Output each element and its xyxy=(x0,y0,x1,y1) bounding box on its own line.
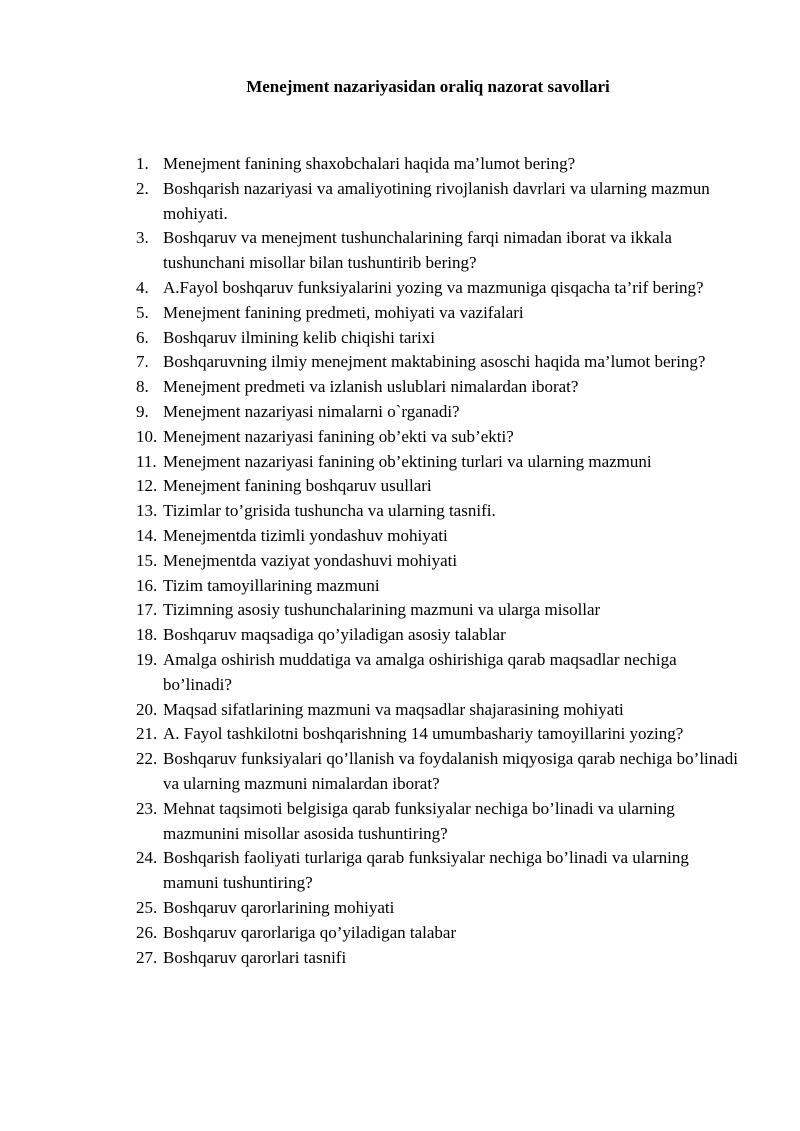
question-text: Menejmentda tizimli yondashuv mohiyati xyxy=(163,525,448,545)
question-item xyxy=(136,350,748,375)
question-item xyxy=(136,722,748,747)
question-item xyxy=(136,921,748,946)
question-number: 22. xyxy=(136,749,158,769)
question-text: Boshqaruv ilmining kelib chiqishi tarixi xyxy=(163,327,435,347)
question-item xyxy=(136,276,748,301)
question-number: 19. xyxy=(136,649,158,669)
question-number: 9. xyxy=(136,401,149,421)
question-number: 15. xyxy=(136,550,158,570)
question-text: Boshqaruvning ilmiy menejment maktabining asoschi haqida ma’lumot bering? xyxy=(163,352,706,372)
question-text: Boshqarish nazariyasi va amaliyotining rivojlanish davrlari va ularning mazmun mohiyati. xyxy=(163,178,710,223)
question-number: 11. xyxy=(136,451,157,471)
question-text: Menejment fanining predmeti, mohiyati va vazifalari xyxy=(163,302,524,322)
question-item xyxy=(136,598,748,623)
question-text: Menejmentda vaziyat yondashuvi mohiyati xyxy=(163,550,458,570)
question-number: 16. xyxy=(136,575,158,595)
question-item xyxy=(136,946,748,971)
question-number: 1. xyxy=(136,154,149,173)
question-text: Tizimlar to’grisida tushuncha va ularning tasnifi. xyxy=(163,501,496,521)
question-number: 20. xyxy=(136,699,158,719)
question-item xyxy=(136,747,748,797)
question-number: 3. xyxy=(136,228,149,248)
question-item xyxy=(136,648,748,698)
question-item xyxy=(136,375,748,400)
question-number: 14. xyxy=(136,525,158,545)
question-text: Tizimning asosiy tushunchalarining mazmuni va ularga misollar xyxy=(163,600,601,620)
question-text: Boshqaruv qarorlari tasnifi xyxy=(163,947,347,967)
question-number: 26. xyxy=(136,922,158,942)
question-text: Boshqarish faoliyati turlariga qarab funksiyalar nechiga bo’linadi va ularning mamuni tushuntiring? xyxy=(163,848,689,893)
question-number: 8. xyxy=(136,377,149,397)
question-item xyxy=(136,896,748,921)
document-title: Menejment nazariyasidan oraliq nazorat savollari xyxy=(246,77,610,96)
question-number: 17. xyxy=(136,600,158,620)
question-number: 25. xyxy=(136,897,158,917)
question-text: Menejment predmeti va izlanish uslublari nimalardan iborat? xyxy=(163,377,579,397)
question-item xyxy=(136,846,748,896)
question-item xyxy=(136,623,748,648)
question-text: Menejment nazariyasi fanining ob’ekti va sub’ekti? xyxy=(163,426,514,446)
question-item xyxy=(136,698,748,723)
question-item xyxy=(136,450,748,475)
question-text: Maqsad sifatlarining mazmuni va maqsadlar shajarasining mohiyati xyxy=(163,699,624,719)
question-item xyxy=(136,177,748,227)
question-text: Menejment nazariyasi fanining ob’ektining turlari va ularning mazmuni xyxy=(163,451,652,471)
question-item xyxy=(136,797,748,847)
question-text: Menejment fanining shaxobchalari haqida ma’lumot bering? xyxy=(163,154,576,173)
question-text: Boshqaruv maqsadiga qo’yiladigan asosiy talablar xyxy=(163,625,506,645)
question-text: Menejment nazariyasi nimalarni o`rganadi? xyxy=(163,401,460,421)
question-text: Mehnat taqsimoti belgisiga qarab funksiyalar nechiga bo’linadi va ularning mazmunini misollar asosida tushuntiring? xyxy=(163,798,675,843)
question-item xyxy=(136,549,748,574)
question-item xyxy=(136,574,748,599)
question-number: 13. xyxy=(136,501,158,521)
question-number: 4. xyxy=(136,277,149,297)
question-item xyxy=(136,474,748,499)
question-number: 2. xyxy=(136,178,149,198)
question-number: 10. xyxy=(136,426,158,446)
question-text: A.Fayol boshqaruv funksiyalarini yozing va mazmuniga qisqacha ta’rif bering? xyxy=(163,277,704,297)
question-number: 21. xyxy=(136,724,158,744)
question-item xyxy=(136,226,748,276)
question-text: Tizim tamoyillarining mazmuni xyxy=(163,575,380,595)
question-text: A. Fayol tashkilotni boshqarishning 14 umumbashariy tamoyillarini yozing? xyxy=(163,724,684,744)
question-text: Boshqaruv qarorlarining mohiyati xyxy=(163,897,395,917)
question-item xyxy=(136,301,748,326)
question-number: 24. xyxy=(136,848,158,868)
question-item xyxy=(136,400,748,425)
question-number: 5. xyxy=(136,302,149,322)
question-number: 27. xyxy=(136,947,158,967)
question-number: 7. xyxy=(136,352,149,372)
question-number: 23. xyxy=(136,798,158,818)
question-text: Boshqaruv va menejment tushunchalarining farqi nimadan iborat va ikkala tushunchani misollar bilan tushuntirib bering? xyxy=(163,228,672,273)
question-text: Boshqaruv funksiyalari qo’llanish va foydalanish miqyosiga qarab nechiga bo’linadi va ularning mazmuni nimalardan iborat? xyxy=(163,749,739,793)
question-item xyxy=(136,152,748,177)
question-text: Boshqaruv qarorlariga qo’yiladigan talabar xyxy=(163,922,457,942)
question-number: 6. xyxy=(136,327,149,347)
question-text: Menejment fanining boshqaruv usullari xyxy=(163,476,432,496)
question-item xyxy=(136,499,748,524)
question-text: Amalga oshirish muddatiga va amalga oshirishiga qarab maqsadlar nechiga bo’linadi? xyxy=(163,649,677,694)
question-item xyxy=(136,524,748,549)
question-item xyxy=(136,425,748,450)
question-number: 12. xyxy=(136,476,158,496)
question-item xyxy=(136,326,748,351)
question-list xyxy=(136,152,748,970)
question-number: 18. xyxy=(136,625,158,645)
